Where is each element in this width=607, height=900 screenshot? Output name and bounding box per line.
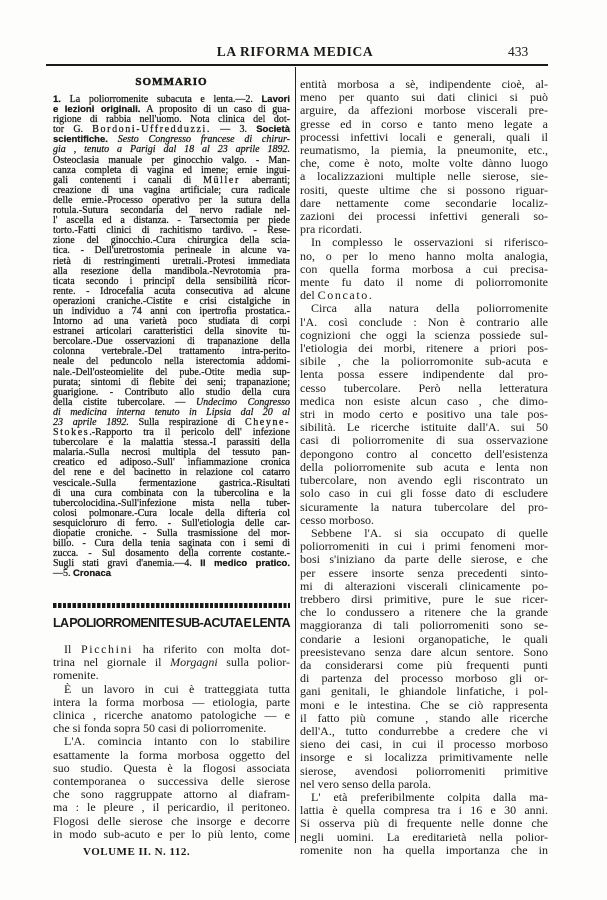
text-segment: e lezioni originali. (53, 104, 141, 116)
line-text: creatico ed adiposo.-Sull' infiammazione cronica (53, 457, 290, 469)
line-text: entità morbosa a sè, indipendente cioè, al- (300, 77, 548, 91)
line-text: che si fonda sopra 50 casi di poliorromenite. (53, 721, 267, 736)
text-line (300, 831, 548, 844)
text-segment: sulla polior- (217, 655, 290, 670)
line-text: sibilità. Le ricerche istituite dall'A. sui 50 (300, 420, 548, 435)
ornamental-rule (53, 603, 290, 608)
text-line (300, 184, 548, 197)
line-text: l' ascella ed a distanza. - Tarsectomia per piede (53, 215, 290, 227)
text-segment: gali contenenti i canali di (53, 174, 204, 186)
line-text: esattamente la forma morbosa oggetto del (53, 747, 290, 762)
line-text: reumatismo, la piemia, la pneumonite, etc., (300, 143, 548, 158)
line-text: contemporanea o successiva delle sierose (53, 774, 290, 789)
line-text: sibile , che la poliorromonite sub-acuta e (300, 354, 548, 369)
text-segment: del (300, 288, 318, 303)
text-segment: A proposito di un caso di gua- (140, 104, 290, 116)
text-segment: Picchini (80, 642, 134, 656)
line-text: purata; sintomi di flebite dei seni; trapanazione; (53, 376, 290, 388)
text-segment: La poliorromenite subacuta e lenta.—2. (69, 94, 262, 105)
line-text: gani genitali, le ghiandole linfatiche, i pol- (300, 684, 548, 699)
line-text: di una cura combinata con la tubercolina e la (53, 487, 290, 499)
line-text: poliorromeniti in cui i primi fenomeni mor- (300, 539, 548, 554)
text-line (53, 828, 290, 841)
line-text: suo studio. Questa è la flogosi associata (53, 760, 290, 775)
text-segment: Sesto Congresso francese di chirur- (117, 134, 291, 146)
line-text: nale.-Dell'osteomielite del pube.-Otite media sup- (53, 366, 290, 378)
line-text: delle ernie.-Processo operativo per la sutura della (53, 194, 290, 206)
line-text: moni e le intestina. Che se ciò rappresenta (300, 697, 548, 712)
text-line (300, 316, 548, 329)
line-text: che lo condussero a ritenere che la grande (300, 605, 548, 620)
line-text: cesso tubercolare. Però nella letteratura (300, 380, 548, 395)
line-text: casi di poliorromenite di sua osservazione (300, 433, 548, 448)
line-text: Si osserva più di frequente nelle donne che (300, 816, 548, 831)
text-line (300, 699, 548, 712)
line-text: solo caso in cui gli fosse dato di escludere (300, 486, 548, 501)
line-text: canza completa di vagina ed imene; ernie ingui- (53, 164, 290, 176)
line-text: trebbero dirsi primitive, pure le sue ricer- (300, 591, 548, 606)
text-line (53, 801, 290, 814)
text-line (300, 368, 548, 381)
text-segment: — 3. (211, 124, 257, 136)
text-segment: Stokes (53, 427, 90, 439)
line-text: dare nettamente come secondarie localiz- (300, 195, 548, 210)
page-number: 433 (508, 44, 529, 59)
text-line (300, 580, 548, 593)
line-text: Circa alla natura della poliorromenite (311, 301, 548, 316)
line-text: torto.-Fatti clinici di rachitismo tardivo. - Rese- (53, 225, 290, 237)
text-segment: Bordoni-Uffredduzzi. (92, 124, 212, 136)
text-segment: Sugli stati gravi d'anemia.—4. (53, 558, 201, 570)
text-segment: .-Rapporto tra il pericolo dell' infezione (89, 427, 290, 439)
line-text: clinica , ricerche anatomo patologiche — e (53, 708, 290, 723)
line-text: mente fu dato il nome di poliorromonite (300, 275, 548, 290)
line-text: stri in modo certo e positivo una tale pos- (300, 407, 548, 422)
line-text: sicuramente la natura tubercolare del pro- (300, 499, 548, 514)
line-text: in modo sub-acuto e per lo più lento, come (53, 826, 290, 841)
line-text: mi di alterazioni viscerali clinicamente po- (300, 578, 548, 593)
text-line (300, 501, 548, 514)
text-segment: scientifiche. (53, 134, 108, 146)
text-segment: 23 aprile 1892. (53, 417, 129, 428)
text-line (300, 448, 548, 461)
line-text: ticata secondo i principî della sensibilità ricor- (53, 275, 290, 287)
sommario-title: SOMMARIO (135, 76, 208, 88)
line-text: pra ricordati. (300, 222, 362, 237)
line-text: L'A. comincia intanto con lo stabilire (64, 734, 290, 749)
line-text: vescicale.-Sulla fermentazione gastrica.-Risultati (53, 477, 290, 489)
line-text: Flogosi delle sierose che insorge e decorre (53, 813, 290, 828)
text-line (300, 434, 548, 447)
text-segment: —5. (53, 568, 73, 580)
line-text: nel vero senso della parola. (300, 776, 431, 791)
line-text: di partenza del processo morboso gli or- (300, 671, 548, 686)
text-line (300, 104, 548, 117)
line-text: meno per quanto sui dati clinici si può (300, 90, 548, 105)
line-text: Intorno ad una varietà poco studiata di corpi (53, 316, 290, 328)
line-text: del rene e del bacinetto in relazione col catarro (53, 467, 290, 479)
line-text: tica. - Dell'uretrostomia perineale in alcune va- (53, 245, 290, 257)
line-text: sierose, avendosi poliorromeniti primitive (300, 763, 548, 778)
line-text: un individuo a 74 anni con ipertrofia prostatica.- (53, 305, 290, 317)
header-rule (46, 64, 548, 66)
text-segment: Il (64, 642, 81, 656)
line-text: ma : le pleure , il pericardio, il peritoneo. (53, 800, 290, 815)
text-segment: Müller (203, 174, 240, 186)
text-segment: 1. (53, 94, 70, 105)
line-text: a localizzazioni multiple nelle sierose, sie- (300, 169, 548, 184)
line-text: medica non esiste alcun caso , che dimo- (300, 393, 548, 408)
line-text: dell'A., tutto condurrebbe a credere che vi (300, 723, 548, 738)
text-segment: di medicina interna tenuto in Lipsia dal 20 al (53, 406, 290, 418)
text-segment: Sulla respirazione di (128, 417, 245, 428)
text-line (300, 844, 548, 857)
text-line (300, 118, 548, 131)
line-text: da considerarsi come più frequenti punti (300, 657, 548, 672)
text-line (300, 765, 548, 778)
line-text: rigione di rabbia nell'uomo. Nota clinica del dot- (53, 114, 290, 126)
line-text: colosi polmonare.-Cura locale della difteria col (53, 507, 290, 519)
line-text: preesistevano senza dare alcun sentore. Sono (300, 644, 548, 659)
text-line (53, 815, 290, 828)
line-text: zione del ginocchio.-Cura chirurgica della scia- (53, 235, 290, 247)
text-line (53, 569, 290, 579)
text-line (53, 246, 290, 256)
text-segment: trina nel giornale il (53, 655, 171, 670)
line-text: zucca. - Sul dosamento della corrente costante.- (53, 548, 290, 560)
text-line (300, 619, 548, 632)
text-line (300, 751, 548, 764)
line-text: sesquicloruro di ferro. - Sull'etiologia delle car- (53, 517, 290, 529)
line-text: malaria.-Sulla necrosi multipla del tessuto pan- (53, 447, 290, 459)
text-line (300, 778, 548, 791)
line-text: cesso morboso. (300, 512, 374, 527)
text-line (300, 236, 548, 249)
line-text: zazioni dei processi infettivi generali so- (300, 209, 548, 224)
text-segment: gia , tenuto a Parigi dal 18 al 23 aprile 1892. (53, 144, 290, 156)
line-text: no, o per lo meno hanno molta analogia, (300, 248, 548, 263)
line-text: lattia è quella compresa tra i 16 e 30 anni. (300, 803, 548, 818)
line-text: operazioni craniche.-Cistite e crisi cistalgiche in (53, 295, 290, 307)
line-text: il fatto più comune , stando alle ricerche (300, 710, 548, 725)
text-line (300, 567, 548, 580)
text-line (300, 646, 548, 659)
line-text: billo. - Cura della tenia saginata con i semi di (53, 538, 290, 550)
text-line (300, 685, 548, 698)
line-text: creazione di una vagina artificiale; cura radicale (53, 184, 290, 196)
text-line (53, 735, 290, 748)
line-text: Sebbene l'A. si sia occupato di quelle (311, 525, 548, 540)
text-segment: Concato. (317, 288, 374, 303)
line-text: arguire, da affezioni morbose viscerali pre- (300, 103, 548, 118)
line-text: insorge e si localizza primitivamente nelle (300, 750, 548, 765)
line-text: neale del peduncolo nella isterectomia addomi- (53, 356, 290, 368)
line-text: tubercolocidina.-Sull'infezione mista nella tuber- (53, 497, 290, 509)
journal-title: LA RIFORMA MEDICA (216, 44, 374, 59)
text-line (300, 382, 548, 395)
line-text: che, come è noto, molte volte dànno luogo (300, 156, 548, 171)
line-text: romenite. (53, 668, 99, 683)
line-text: l'etiologia dei morbi, ritenere a priori pos- (300, 341, 548, 356)
line-text: negli uomini. La ereditarietà nella polior- (300, 829, 548, 844)
text-line (300, 553, 548, 566)
text-line (300, 487, 548, 500)
text-segment: tor G. (53, 124, 93, 136)
volume-footer: VOLUME II. N. 112. (83, 846, 191, 858)
text-line (300, 817, 548, 830)
text-segment: Cheyne- (244, 417, 291, 428)
line-text: diopatie croniche. - Sulla trasmissione del mor- (53, 528, 290, 540)
line-text: sieno dei casi, in cui il processo morboso (300, 737, 548, 752)
text-line (53, 749, 290, 762)
line-text: per essere insorte senza precedenti sinto- (300, 565, 548, 580)
line-text: bosi s'iniziano da parte delle sierose, e che (300, 552, 548, 567)
line-text: In complesso le osservazioni si riferisco- (311, 235, 548, 250)
line-text: rente. - Idrocefalia acuta consecutiva ad alcune (53, 285, 290, 297)
line-text: alla resezione della mandibola.-Nevrotomia pra- (53, 265, 290, 277)
line-text: intera la forma morbosa — etiologia, parte (53, 694, 290, 709)
text-line (300, 514, 548, 527)
article-body-left-column (53, 643, 290, 841)
line-text: rotula.-Sutura secondaria del nervo radiale nel- (53, 205, 290, 217)
article-headline (53, 616, 290, 630)
text-line (53, 669, 290, 682)
line-text: colonna vertebrale.-Del trattamento intra-perito- (53, 346, 290, 358)
text-line (53, 683, 290, 696)
text-segment: della cistite tubercolare. — (53, 396, 196, 408)
text-segment: Lavori (261, 94, 291, 105)
line-text: cognizioni che oggi la scienza possiede sul- (300, 327, 548, 342)
line-text: tubercolare e la malattia stessa.-I parassiti della (53, 437, 290, 449)
line-text: gresse ed in corso e tanto meno legate a (300, 116, 548, 131)
line-text: condarie a lesioni organopatiche, le quali (300, 631, 548, 646)
sommario-list (53, 95, 290, 580)
line-text: della poliorromenite sub acuta e lenta non (300, 459, 548, 474)
line-text: con quella forma morbosa a cui precisa- (300, 261, 548, 276)
text-line (300, 302, 548, 315)
text-line (300, 170, 548, 183)
column-divider (295, 67, 296, 843)
line-text: depongono contro al concetto dell'esistenza (300, 446, 548, 461)
line-text: romenite non ha quella importanza che in (300, 842, 548, 857)
text-segment: ha riferito con molta dot- (133, 642, 290, 656)
line-text: rositi, queste ultime che si possono riguar- (300, 182, 548, 197)
line-text: l'A. così conclude : Non è contrario alle (300, 314, 548, 329)
line-text: lenta possa essere indipendente dal pro- (300, 367, 548, 382)
line-text: Osteoclasia manuale per ginocchio valgo. - Man- (53, 154, 290, 166)
line-text: L' età preferibilmente colpita dalla ma- (311, 789, 548, 804)
text-line (300, 250, 548, 263)
text-segment: Il medico pratico. (200, 558, 290, 570)
line-text: che sono raggruppate attorno al diafram- (53, 787, 290, 802)
line-text: È un lavoro in cui è tratteggiata tutta (64, 681, 290, 696)
text-segment: Undecimo Congresso (195, 396, 290, 408)
text-line (300, 712, 548, 725)
line-text: maggioranza di tali poliorromeniti sono se- (300, 618, 548, 633)
line-text: bercolare.-Due osservazioni di trapanazione della (53, 336, 290, 348)
text-segment: aberranti; (239, 174, 290, 186)
line-text: rietà di restringimenti uretrali.-Protesi immediata (53, 255, 290, 267)
line-text: estranei articolari caratteristici della sinovite tu- (53, 326, 290, 338)
text-segment: Società (256, 124, 290, 136)
text-line (300, 633, 548, 646)
line-text: guarigione. - Contributo allo studio della cura (53, 386, 290, 398)
text-segment: Morgagni (170, 655, 218, 670)
text-segment: Cronaca (73, 568, 112, 580)
headline-text: LA POLIORROMENITE SUB-ACUTA E LENTA (53, 616, 290, 630)
line-text: processi infettivi locali e generali, quali il (300, 129, 548, 144)
article-body-right-column (300, 78, 548, 857)
line-text: tubercolare, non avendo egli riscontrato un (300, 473, 548, 488)
